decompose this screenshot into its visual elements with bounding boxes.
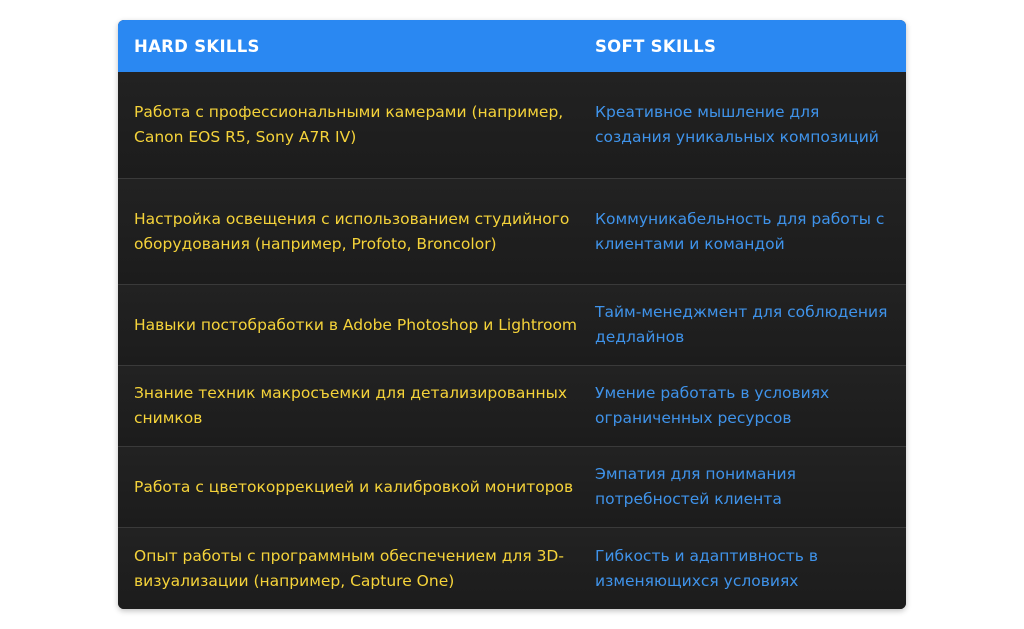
- table-row: [118, 527, 906, 609]
- table-body: [118, 72, 906, 609]
- hard-skill-cell: Работа с профессиональными камерами (например, Canon EOS R5, Sony A7R IV): [134, 103, 564, 146]
- soft-skill-cell: Креативное мышление для создания уникальных композиций: [595, 103, 879, 146]
- table-row: [118, 446, 906, 527]
- table-header-row: [118, 20, 906, 72]
- table-row: [118, 178, 906, 284]
- soft-skill-cell: Эмпатия для понимания потребностей клиента: [595, 465, 796, 508]
- hard-skill-cell: Знание техник макросъемки для детализированных снимков: [134, 384, 568, 427]
- skills-table: [118, 20, 906, 609]
- hard-skill-cell: Навыки постобработки в Adobe Photoshop и Lightroom: [134, 315, 578, 334]
- header-soft-skills: SOFT SKILLS: [595, 36, 717, 56]
- soft-skill-cell: Тайм-менеджмент для соблюдения дедлайнов: [595, 303, 888, 346]
- soft-skill-cell: Гибкость и адаптивность в изменяющихся условиях: [595, 546, 818, 590]
- soft-skill-cell: Умение работать в условиях ограниченных ресурсов: [595, 384, 830, 427]
- table-row: [118, 284, 906, 365]
- header-hard-skills: HARD SKILLS: [134, 36, 260, 56]
- hard-skill-cell: Настройка освещения с использованием студийного оборудования (например, Profoto, Broncolor): [134, 209, 570, 253]
- table-row: [118, 72, 906, 178]
- hard-skill-cell: Опыт работы с программным обеспечением для 3D-визуализации (например, Capture One): [134, 546, 564, 590]
- hard-skill-cell: Работа с цветокоррекцией и калибровкой мониторов: [134, 477, 574, 496]
- soft-skill-cell: Коммуникабельность для работы с клиентами и командой: [595, 209, 885, 253]
- table-row: [118, 365, 906, 446]
